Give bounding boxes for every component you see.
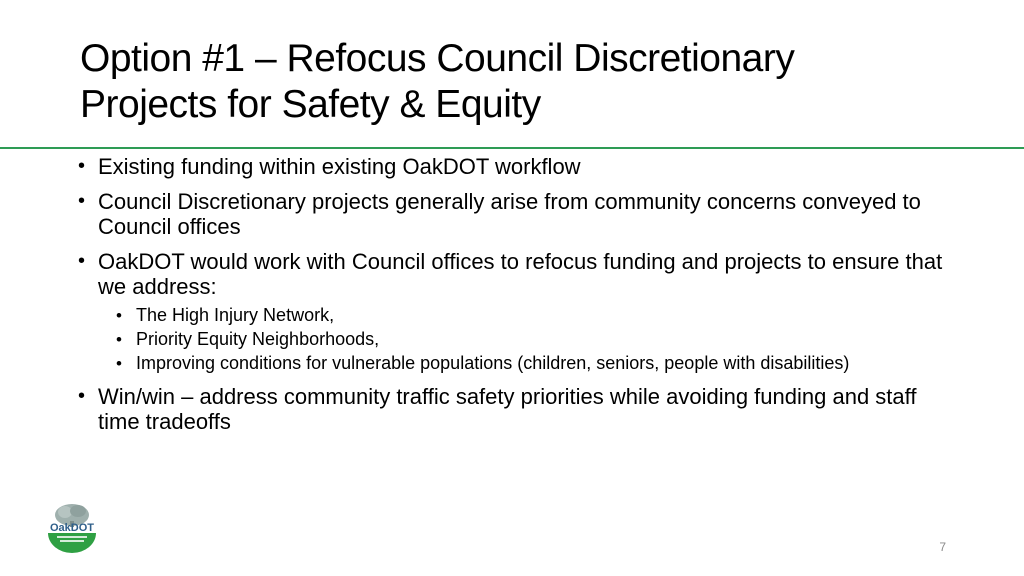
bullet-text: OakDOT would work with Council offices to refocus funding and projects to ensure that we address: [98,249,943,299]
bullet-text: Win/win – address community traffic safety priorities while avoiding funding and staff time tradeoffs [98,384,917,434]
slide-title-line-2: Projects for Safety & Equity [80,83,541,126]
bullet-council-discretionary [78,189,958,239]
slide-title-line-1: Option #1 – Refocus Council Discretionary [80,37,795,80]
sub-bullet-vulnerable-populations: • Improving conditions for vulnerable populations (children, seniors, people with disabilities) [98,353,958,374]
bullet-list [78,154,958,434]
logo-text: OakDOT [49,522,95,534]
slide-title [80,36,960,128]
slide-body [78,154,958,444]
sub-bullet-list [98,305,958,374]
title-divider [0,147,1024,149]
page-number: 7 [939,540,946,554]
bullet-oakdot-refocus [78,249,958,374]
bullet-existing-funding [78,154,958,179]
bullet-text: Council Discretionary projects generally arise from community concerns conveyed to Council offices [98,189,921,239]
bullet-win-win [78,384,958,434]
sub-bullet-priority-equity: • Priority Equity Neighborhoods, [98,329,958,350]
sub-bullet-high-injury-network: • The High Injury Network, [98,305,958,326]
bullet-text: Existing funding within existing OakDOT workflow [98,154,581,179]
oakdot-logo [45,502,99,554]
